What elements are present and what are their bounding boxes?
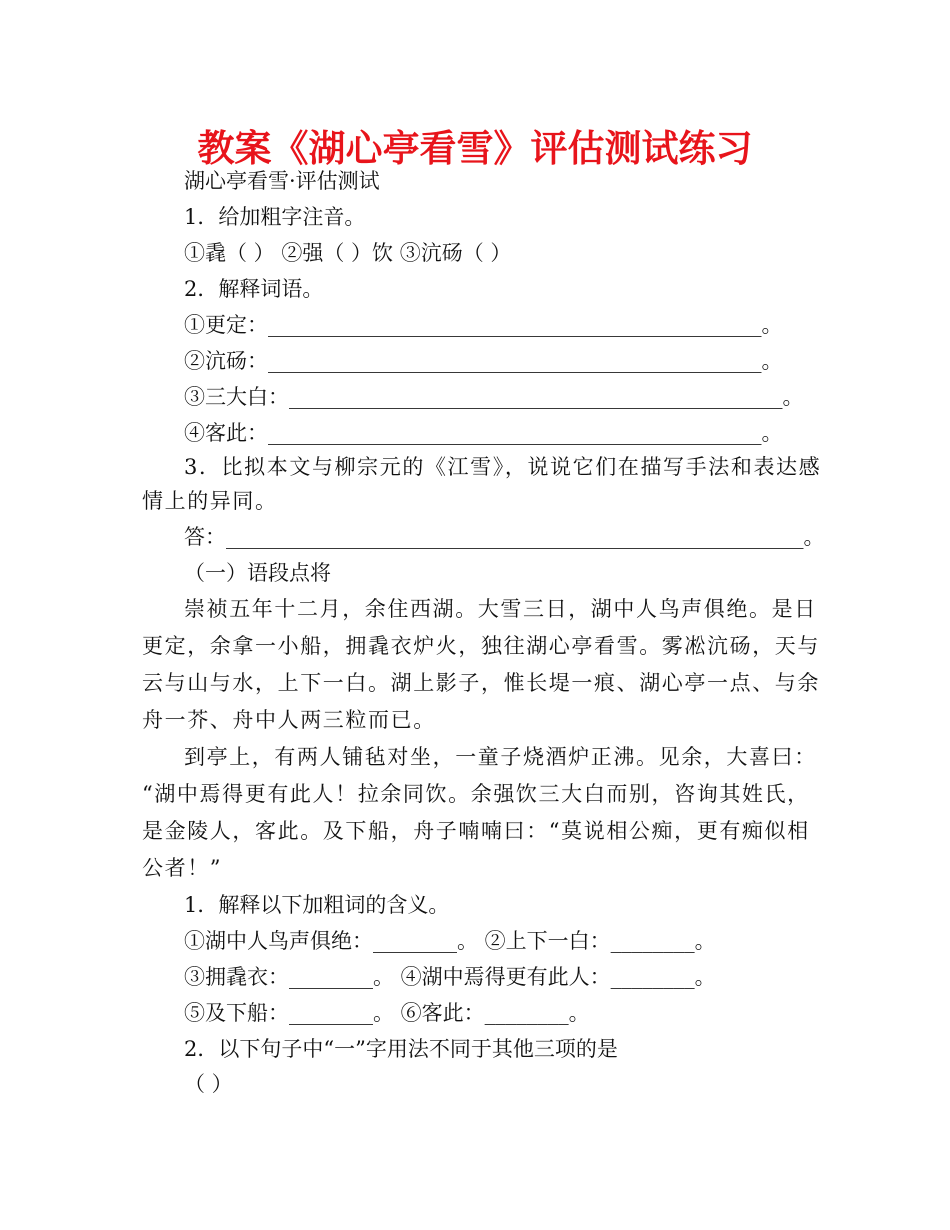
passage-p1-line-2: 更定，余拿一小船，拥毳衣炉火，独往湖心亭看雪。雾凇沆砀，天与 — [142, 634, 820, 658]
subtitle: 湖心亭看雪·评估测试 — [184, 169, 380, 193]
document-title: 教案《湖心亭看雪》评估测试练习 — [197, 127, 753, 170]
passage-p1-line-1: 崇祯五年十二月，余住西湖。大雪三日，湖中人鸟声俱绝。是日 — [184, 597, 817, 621]
question-1-heading: 1．给加粗字注音。 — [184, 205, 366, 229]
exercise-1-row-2: ③拥毳衣：________。 ④湖中焉得更有此人：________。 — [184, 965, 716, 989]
passage-p2-line-2: “湖中焉得更有此人！拉余同饮。余强饮三大白而别，咨询其姓氏， — [142, 782, 810, 806]
passage-p2-line-1: 到亭上，有两人铺毡对坐，一童子烧酒炉正沸。见余，大喜曰： — [184, 745, 817, 769]
passage-p2-line-4: 公者！” — [142, 856, 223, 880]
passage-p2-line-3: 是金陵人，客此。及下船，舟子喃喃曰：“莫说相公痴，更有痴似相 — [142, 819, 810, 843]
exercise-2-heading: 2．以下句子中“一”字用法不同于其他三项的是 — [184, 1037, 618, 1061]
question-2-item-2: ②沆砀：_______________________________________________。 — [184, 349, 783, 373]
question-2-item-1: ①更定：_______________________________________________。 — [184, 313, 783, 337]
question-3-line-2: 情上的异同。 — [142, 489, 278, 513]
exercise-1-row-3: ⑤及下船：________。 ⑥客此：________。 — [184, 1001, 590, 1025]
question-3-line-1: 3．比拟本文与柳宗元的《江雪》，说说它们在描写手法和表达感 — [184, 455, 822, 479]
passage-p1-line-4: 舟一芥、舟中人两三粒而已。 — [142, 708, 436, 732]
section-heading: （一）语段点将 — [184, 561, 331, 585]
question-2-item-4: ④客此：_______________________________________________。 — [184, 421, 783, 445]
exercise-1-row-1: ①湖中人鸟声俱绝：________。 ②上下一白：________。 — [184, 929, 716, 953]
exercise-2-answer-bracket: （ ） — [184, 1072, 233, 1096]
exercise-1-heading: 1．解释以下加粗词的含义。 — [184, 893, 450, 917]
question-1-items: ①毳（ ） ②强（ ）饮 ③沆砀（ ） — [184, 241, 512, 265]
question-2-item-3: ③三大白：_______________________________________________。 — [184, 385, 804, 409]
question-2-heading: 2．解释词语。 — [184, 277, 324, 301]
answer-line: 答：_______________________________________________________。 — [184, 525, 825, 549]
passage-p1-line-3: 云与山与水，上下一白。湖上影子，惟长堤一痕、湖心亭一点、与余 — [142, 671, 820, 695]
